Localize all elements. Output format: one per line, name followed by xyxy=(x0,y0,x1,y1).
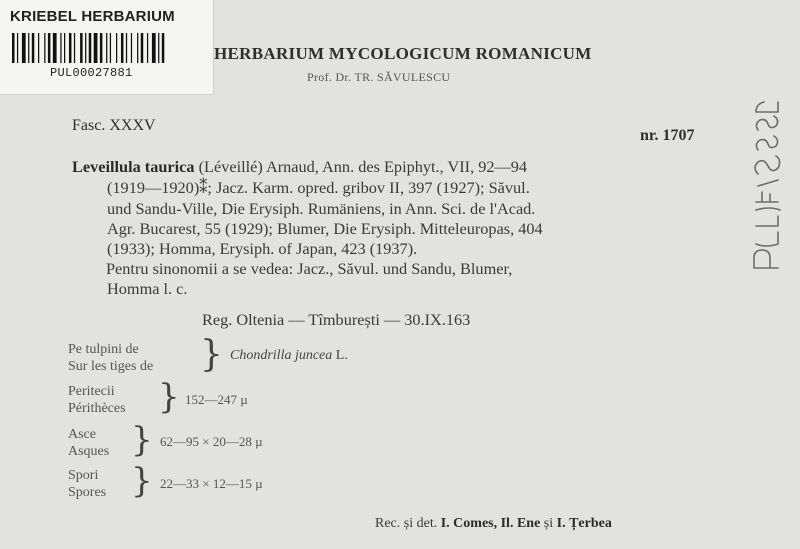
barcode-bar xyxy=(121,33,124,63)
spores-size: 22—33 × 12—15 µ xyxy=(160,476,263,491)
perithecia-label-ro: Peritecii xyxy=(68,384,115,399)
barcode-bar xyxy=(28,33,29,63)
barcode-bar xyxy=(80,33,83,63)
barcode-bar xyxy=(106,33,107,63)
barcode-bar xyxy=(141,33,144,63)
asci-size: 62—95 × 20—28 µ xyxy=(160,434,263,449)
reference-line-2: (1919—1920)⁑; Jacz. Karm. opred. gribov II, 397 (1927); Săvul. xyxy=(107,178,530,197)
host-label-ro: Pe tulpini de xyxy=(68,342,139,357)
barcode-bar xyxy=(64,33,65,63)
barcode-bar xyxy=(12,33,15,63)
asci-label-fr: Asques xyxy=(68,444,110,459)
barcode-bar xyxy=(38,33,39,63)
perithecia-label-fr: Périthèces xyxy=(68,401,126,416)
synonymy-line-1: Pentru sinonomii a se vedea: Jacz., Săvul. und Sandu, Blumer, xyxy=(106,259,513,278)
barcode-icon xyxy=(12,33,198,63)
reference-line-5: (1933); Homma, Erysiph. of Japan, 423 (1937). xyxy=(107,239,418,258)
reference-line-3: und Sandu-Ville, Die Erysiph. Rumäniens, in Ann. Sci. de l'Acad. xyxy=(107,199,536,218)
collection-title: HERBARIUM MYCOLOGICUM ROMANICUM xyxy=(214,44,592,63)
spores-label-fr: Spores xyxy=(68,485,107,500)
barcode-bar xyxy=(152,33,156,63)
herbarium-name: KRIEBEL HERBARIUM xyxy=(10,8,175,25)
species-name: Leveillula taurica xyxy=(72,157,195,176)
barcode-bar xyxy=(44,33,45,63)
asci-label-ro: Asce xyxy=(68,427,96,442)
species-line-1: Leveillula taurica (Léveillé) Arnaud, Ann. des Epiphyt., VII, 92—94 xyxy=(72,157,528,176)
brace-icon: } xyxy=(131,420,153,460)
perithecia-size: 152—247 µ xyxy=(185,392,248,407)
barcode-bar xyxy=(158,33,159,63)
barcode-label xyxy=(0,0,214,95)
locality-date: Reg. Oltenia — Tîmburești — 30.IX.163 xyxy=(202,310,471,329)
barcode-bar xyxy=(116,33,117,63)
brace-icon: } xyxy=(158,377,180,417)
barcode-bar xyxy=(131,33,132,63)
barcode-bar xyxy=(60,33,61,63)
specimen-number: nr. 1707 xyxy=(640,127,695,144)
fascicle-number: Fasc. XXXV xyxy=(72,117,156,134)
spores-label-ro: Spori xyxy=(68,468,99,483)
reference-line-4: Agr. Bucarest, 55 (1929); Blumer, Die Erysiph. Mitteleuropas, 404 xyxy=(107,219,543,238)
barcode-bar xyxy=(85,33,86,63)
barcode-bar xyxy=(74,33,75,63)
host-label-fr: Sur les tiges de xyxy=(68,359,154,374)
collection-subtitle: Prof. Dr. TR. SĂVULESCU xyxy=(307,70,451,84)
barcode-bar xyxy=(89,33,92,63)
collectors-line: Rec. și det. I. Comes, Il. Ene și I. Țerbea xyxy=(375,516,612,531)
barcode-bar xyxy=(94,33,98,63)
barcode-bar xyxy=(110,33,111,63)
barcode-bar xyxy=(32,33,35,63)
barcode-bar xyxy=(162,33,165,63)
synonymy-line-2: Homma l. c. xyxy=(107,279,188,298)
barcode-bar xyxy=(48,33,51,63)
barcode-bar xyxy=(22,33,26,63)
barcode-bar xyxy=(69,33,72,63)
barcode-bar xyxy=(147,33,148,63)
brace-icon: } xyxy=(131,461,153,501)
handwritten-accession-icon xyxy=(748,98,788,273)
barcode-bar xyxy=(53,33,57,63)
host-name: Chondrilla juncea L. xyxy=(230,348,348,363)
barcode-number: PUL00027881 xyxy=(50,66,133,80)
barcode-bar xyxy=(100,33,103,63)
brace-icon: } xyxy=(200,334,223,375)
barcode-bar xyxy=(17,33,18,63)
barcode-bar xyxy=(137,33,138,63)
barcode-bar xyxy=(126,33,127,63)
